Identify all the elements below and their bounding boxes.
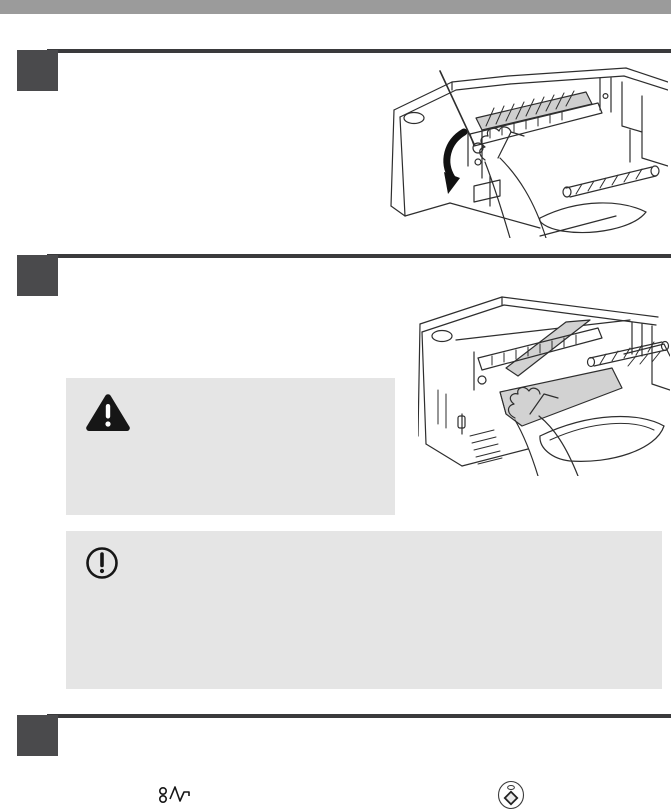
- warning-callout: [66, 378, 395, 515]
- paper-jam-icon: [158, 783, 192, 807]
- copier-fuser-roller-knob-rotate-illustration: [390, 66, 668, 238]
- step-1-marker: [17, 50, 58, 91]
- step-2-rule: [47, 254, 671, 258]
- step-2-marker: [17, 255, 58, 296]
- copier-remove-jammed-paper-illustration: [418, 294, 670, 476]
- step-1-rule: [47, 49, 671, 53]
- warning-triangle-icon: [85, 393, 131, 433]
- caution-circle-icon: [85, 546, 119, 580]
- caution-callout: [66, 531, 662, 689]
- step-3-marker: [17, 715, 58, 756]
- start-button-icon: [497, 780, 525, 810]
- page-header-bar: [0, 0, 671, 14]
- step-3-rule: [47, 714, 671, 718]
